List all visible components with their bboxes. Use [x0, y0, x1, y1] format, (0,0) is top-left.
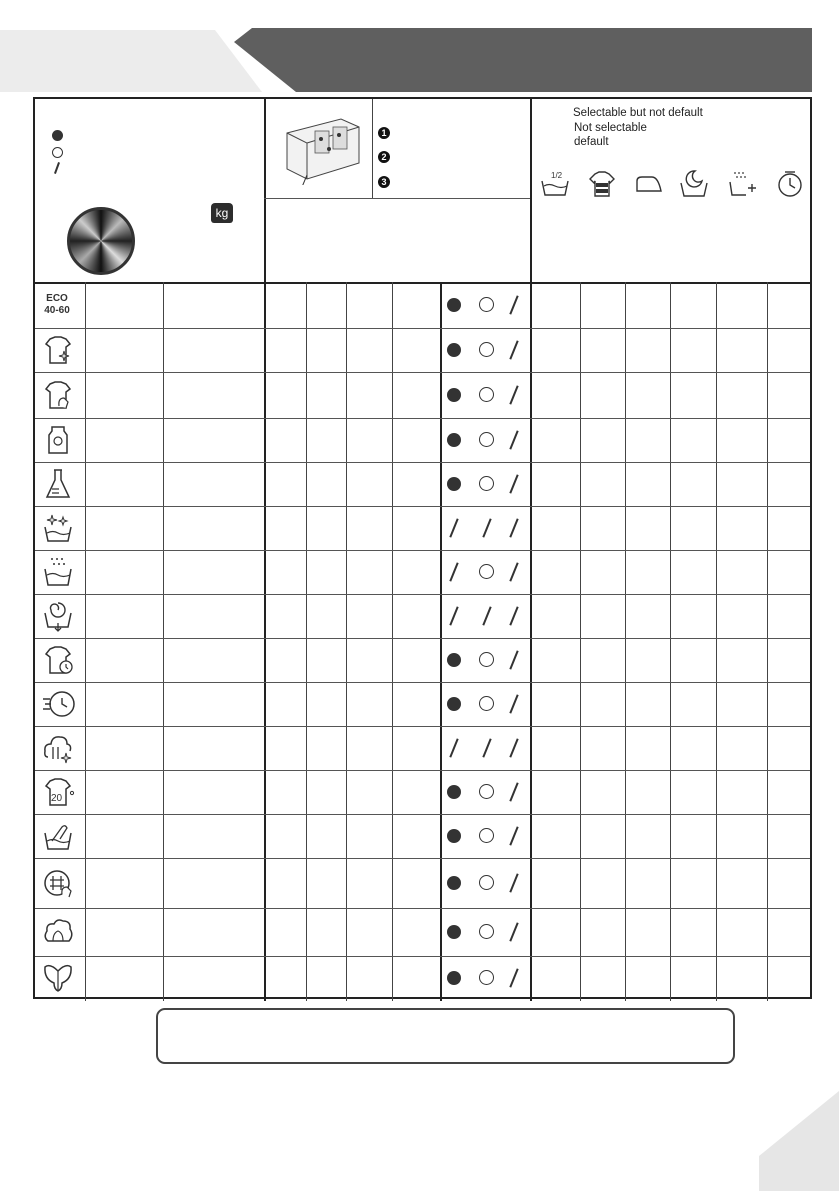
row-divider [35, 858, 810, 859]
legend-selectable-text: Selectable but not default [573, 107, 703, 119]
header-band-light [0, 30, 262, 92]
status-slash-icon [509, 922, 518, 941]
status-slash-icon [509, 474, 518, 493]
cotton-icon [41, 915, 77, 949]
night-icon [679, 169, 709, 199]
status-ring-icon [479, 652, 494, 667]
legend-slash-icon [54, 162, 60, 174]
status-ring-icon [479, 924, 494, 939]
row-divider [35, 372, 810, 373]
status-ring-icon [479, 828, 494, 843]
status-ring-icon [479, 297, 494, 312]
status-slash-icon [509, 873, 518, 892]
column-divider [625, 282, 626, 1001]
column-divider [392, 282, 393, 1001]
column-divider [85, 282, 86, 1001]
status-ring-icon [479, 696, 494, 711]
status-slash-icon [509, 606, 518, 625]
status-dot-icon [447, 925, 461, 939]
header-band-dark [234, 28, 812, 92]
row-divider [35, 462, 810, 463]
row-divider [35, 328, 810, 329]
header-divider [264, 99, 266, 282]
status-slash-icon [509, 340, 518, 359]
page-corner [759, 1091, 839, 1191]
temp-label: 20 [51, 793, 63, 804]
delay-timer-icon [775, 169, 805, 199]
row-divider [35, 908, 810, 909]
extra-rinse-icon [727, 169, 757, 199]
status-ring-icon [479, 564, 494, 579]
status-slash-icon [509, 694, 518, 713]
status-slash-icon [509, 562, 518, 581]
status-ring-icon [479, 387, 494, 402]
header-divider [372, 99, 373, 198]
header-bottom-rule [35, 282, 810, 284]
row-divider [35, 726, 810, 727]
hand-wash-icon [41, 819, 77, 853]
weight-icon: kg [211, 203, 233, 223]
legend-dot-icon [52, 130, 63, 141]
eco-40-60-label: ECO 40-60 [44, 293, 70, 316]
status-slash-icon [509, 826, 518, 845]
half-load-label: 1/2 [551, 171, 563, 180]
column-divider [440, 282, 442, 1001]
status-ring-icon [479, 342, 494, 357]
row-divider [35, 814, 810, 815]
compartment-2-marker: 2 [378, 151, 390, 163]
compartment-1-marker: 1 [378, 127, 390, 139]
column-divider [530, 282, 532, 1001]
programme-table [33, 97, 812, 999]
column-divider [716, 282, 717, 1001]
row-divider [35, 638, 810, 639]
row-divider [35, 770, 810, 771]
programme-knob-icon [67, 207, 135, 275]
status-slash-icon [509, 738, 518, 757]
status-slash-icon [449, 562, 458, 581]
status-dot-icon [447, 876, 461, 890]
status-ring-icon [479, 476, 494, 491]
status-dot-icon [447, 697, 461, 711]
shirt-20-icon [41, 775, 77, 809]
status-slash-icon [509, 295, 518, 314]
row-divider [35, 682, 810, 683]
status-dot-icon [447, 298, 461, 312]
allergy-icon [41, 866, 77, 900]
status-dot-icon [447, 433, 461, 447]
shirt-hand-icon [41, 378, 77, 412]
silk-butterfly-icon [41, 961, 77, 995]
detergent-drawer-icon [281, 113, 363, 185]
status-ring-icon [479, 875, 494, 890]
tub-sparkle-icon [41, 511, 77, 545]
legend-ring-icon [52, 147, 63, 158]
row-divider [35, 418, 810, 419]
status-slash-icon [509, 518, 518, 537]
status-ring-icon [479, 784, 494, 799]
column-divider [767, 282, 768, 1001]
spin-drain-icon [41, 599, 77, 633]
status-slash-icon [449, 606, 458, 625]
shirt-clock-icon [41, 643, 77, 677]
shirt-sparkle-icon [41, 333, 77, 367]
shirt-stain-icon [587, 169, 617, 199]
status-ring-icon [479, 432, 494, 447]
legend-not-selectable-text: Not selectable [574, 122, 647, 134]
status-dot-icon [447, 785, 461, 799]
column-divider [346, 282, 347, 1001]
status-slash-icon [509, 385, 518, 404]
iron-icon [634, 169, 664, 199]
status-slash-icon [509, 968, 518, 987]
column-divider [306, 282, 307, 1001]
note-box [156, 1008, 735, 1064]
rinse-icon [41, 555, 77, 589]
status-dot-icon [447, 829, 461, 843]
status-slash-icon [482, 606, 491, 625]
row-divider [35, 550, 810, 551]
status-slash-icon [482, 738, 491, 757]
column-divider [264, 282, 266, 1001]
status-slash-icon [509, 782, 518, 801]
flask-icon [41, 467, 77, 501]
status-slash-icon [509, 650, 518, 669]
column-divider [580, 282, 581, 1001]
column-divider [670, 282, 671, 1001]
legend-default-text: default [574, 136, 609, 148]
status-dot-icon [447, 653, 461, 667]
quick-icon [41, 687, 77, 721]
jar-icon [41, 423, 77, 457]
row-divider [35, 956, 810, 957]
status-dot-icon [447, 971, 461, 985]
row-divider [35, 594, 810, 595]
row-divider [35, 506, 810, 507]
status-slash-icon [482, 518, 491, 537]
status-slash-icon [509, 430, 518, 449]
status-slash-icon [449, 738, 458, 757]
header-divider [264, 198, 530, 199]
status-dot-icon [447, 477, 461, 491]
column-divider [163, 282, 164, 1001]
compartment-3-marker: 3 [378, 176, 390, 188]
status-dot-icon [447, 388, 461, 402]
status-slash-icon [449, 518, 458, 537]
header-divider [530, 99, 532, 282]
status-dot-icon [447, 343, 461, 357]
status-ring-icon [479, 970, 494, 985]
steam-sparkle-icon [41, 731, 77, 765]
half-load-icon [540, 169, 570, 199]
